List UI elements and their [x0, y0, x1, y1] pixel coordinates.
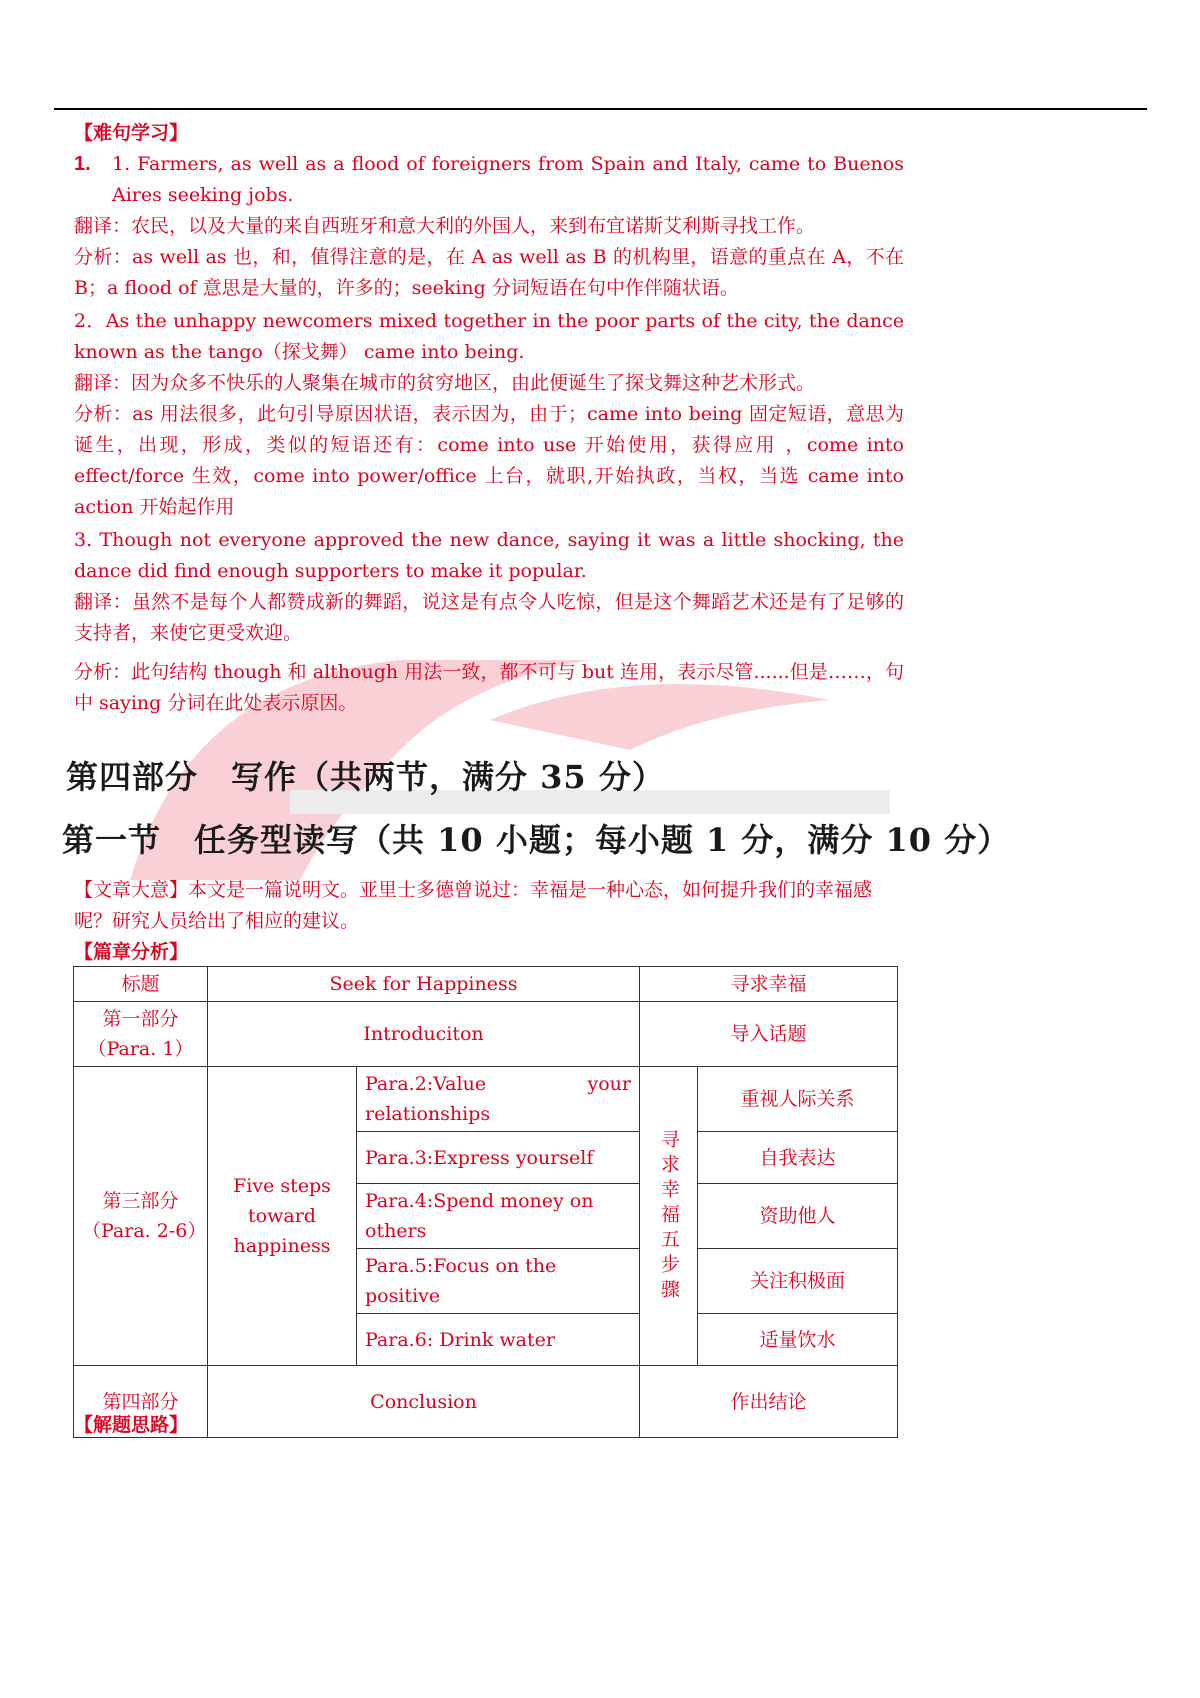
outline-heading: 【篇章分析】: [74, 941, 189, 963]
table-row: [74, 967, 898, 1002]
translation-text: 翻译：因为众多不快乐的人聚集在城市的贫穷地区，由此便诞生了探戈舞这种艺术形式。: [74, 372, 816, 394]
solution-heading: 【解题思路】: [74, 1414, 189, 1436]
table-cell: [74, 1067, 208, 1366]
table-row: [74, 1067, 898, 1132]
table-cell: Conclusion: [208, 1366, 640, 1438]
step-text: Para.2:Value: [365, 1073, 487, 1095]
table-cell: 寻求幸福: [640, 967, 898, 1002]
section-one-heading: 第一节 任务型读写（共 10 小题；每小题 1 分，满分 10 分）: [62, 821, 1011, 859]
analysis-text: 分析：as 用法很多，此句引导原因状语，表示因为，由于；came into being 固定短语，意思为诞生，出现，形成，类似的短语还有：come into use 开始使用，获得应用 ，come into effect/force 生效，come into power/office 上台，就职,开始执政，当权，当选 came into action 开始起作用: [74, 403, 904, 518]
table-cell: 自我表达: [698, 1132, 898, 1184]
table-row: [74, 1002, 898, 1067]
summary-label: 【文章大意】: [74, 879, 189, 901]
table-cell: 导入话题: [640, 1002, 898, 1067]
step-text: relationships: [365, 1103, 491, 1125]
header-rule: [54, 108, 1147, 110]
summary-text: 本文是一篇说明文。亚里士多德曾说过：幸福是一种心态，如何提升我们的幸福感呢？研究人员给出了相应的建议。: [74, 879, 873, 932]
steps-label: Five steps toward happiness: [208, 1067, 357, 1366]
table-cell: 资助他人: [698, 1184, 898, 1249]
table-cell: Introduciton: [208, 1002, 640, 1067]
table-cell: Para.3:Express yourself: [357, 1132, 640, 1184]
table-cell: 适量饮水: [698, 1314, 898, 1366]
analysis-text: 分析：as well as 也，和，值得注意的是，在 A as well as B 的机构里，语意的重点在 A，不在 B；a flood of 意思是大量的，许多的；seeking 分词短语在句中作伴随状语。: [74, 246, 904, 299]
table-cell: 作出结论: [640, 1366, 898, 1438]
table-cell: [640, 1067, 698, 1366]
part-para: （Para. 1）: [87, 1038, 194, 1060]
table-cell: [357, 1067, 640, 1132]
sentence-text: 2．As the unhappy newcomers mixed together in the poor parts of the city, the dance known as the tango（探戈舞） came into being.: [74, 310, 904, 363]
table-cell: 重视人际关系: [698, 1067, 898, 1132]
analysis-text: 分析：此句结构 though 和 although 用法一致，都不可与 but 连用，表示尽管......但是……，句中 saying 分词在此处表示原因。: [74, 661, 904, 714]
difficult-sentences-section: [74, 118, 904, 719]
step-text: your: [587, 1073, 631, 1095]
table-cell: Para.5:Focus on the positive: [357, 1249, 640, 1314]
table-cell: [74, 1002, 208, 1067]
table-row: [74, 1366, 898, 1438]
sentence-text: 1. Farmers, as well as a flood of foreigners from Spain and Italy, came to Buenos Aires seeking jobs.: [112, 153, 904, 206]
table-cell: 关注积极面: [698, 1249, 898, 1314]
table-cell: 标题: [74, 967, 208, 1002]
part-label: 第一部分: [102, 1008, 179, 1030]
sentence-text: 3. Though not everyone approved the new dance, saying it was a little shocking, the dance did find enough supporters to make it popular.: [74, 529, 904, 582]
section-heading: 【难句学习】: [74, 122, 189, 144]
table-cell: 第四部分: [74, 1366, 208, 1438]
steps-vertical-label: 寻求幸福五步骤: [657, 1128, 680, 1304]
list-marker: 1.: [74, 153, 91, 175]
part-four-heading: 第四部分 写作（共两节，满分 35 分）: [66, 758, 665, 796]
sentence-item-1: [74, 149, 904, 211]
table-cell: Seek for Happiness: [208, 967, 640, 1002]
part-para: （Para. 2-6）: [82, 1220, 207, 1242]
table-cell: Para.6: Drink water: [357, 1314, 640, 1366]
article-summary: [74, 875, 904, 937]
translation-text: 翻译：虽然不是每个人都赞成新的舞蹈，说这是有点令人吃惊，但是这个舞蹈艺术还是有了足够的支持者，来使它更受欢迎。: [74, 591, 904, 644]
table-cell: Para.4:Spend money on others: [357, 1184, 640, 1249]
part-label: 第三部分: [102, 1190, 179, 1212]
translation-text: 翻译：农民，以及大量的来自西班牙和意大利的外国人，来到布宜诺斯艾利斯寻找工作。: [74, 215, 816, 237]
outline-table: [73, 966, 898, 1438]
